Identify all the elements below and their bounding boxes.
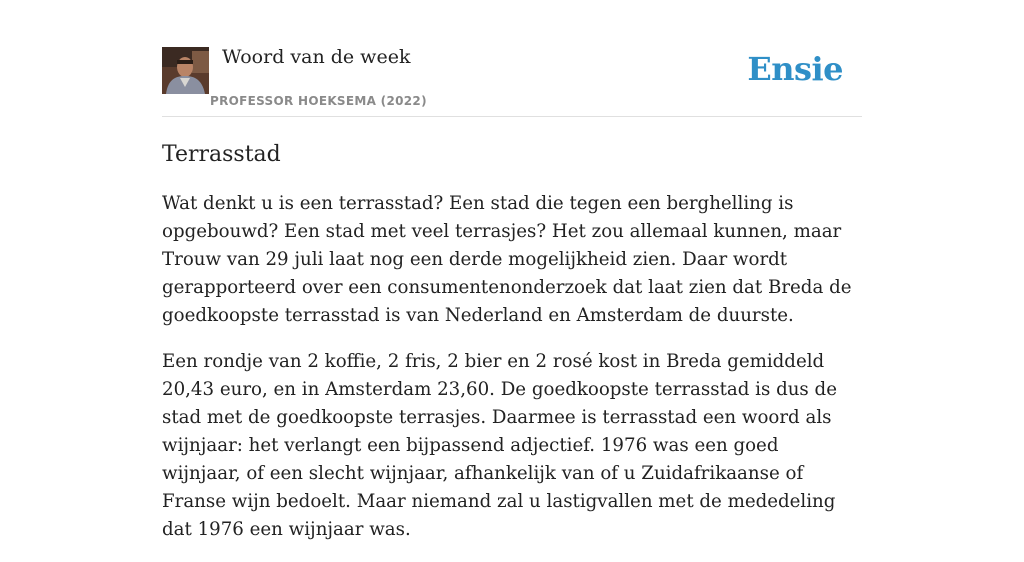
avatar-photo [162,47,209,94]
brand-logo[interactable]: Ensie [747,50,843,88]
article-paragraph: Wat denkt u is een terrasstad? Een stad die tegen een berghelling is opgebouwd? Een stad met veel terrasjes? Het zou allemaal kunnen, maar Trouw van 29 juli laat nog een derde mogelijkheid zien. Daar wordt gerapporteerd over een consumentenonderzoek dat laat zien dat Breda de goedkoopste terrasstad is van Nederland en Amsterdam de duurste. [162,193,852,326]
article-paragraph: Een rondje van 2 koffie, 2 fris, 2 bier en 2 rosé kost in Breda gemiddeld 20,43 euro, en in Amsterdam 23,60. De goedkoopste terrasstad is dus de stad met de goedkoopste terrasjes. Daarmee is terrasstad een woord als wijnjaar: het verlangt een bijpassend adjectief. 1976 was een goed wijnjaar, of een slecht wijnjaar, afhankelijk van of u Zuidafrikaanse of Franse wijn bedoelt. Maar niemand zal u lastigvallen met de mededeling dat 1976 een wijnjaar was. [162,351,837,540]
page-header [162,46,862,117]
article [162,138,862,562]
series-title[interactable]: Woord van de week [222,46,411,68]
article-title: Terrasstad [162,142,281,167]
author-name[interactable]: PROFESSOR HOEKSEMA (2022) [210,94,427,108]
author-avatar[interactable] [162,47,209,94]
